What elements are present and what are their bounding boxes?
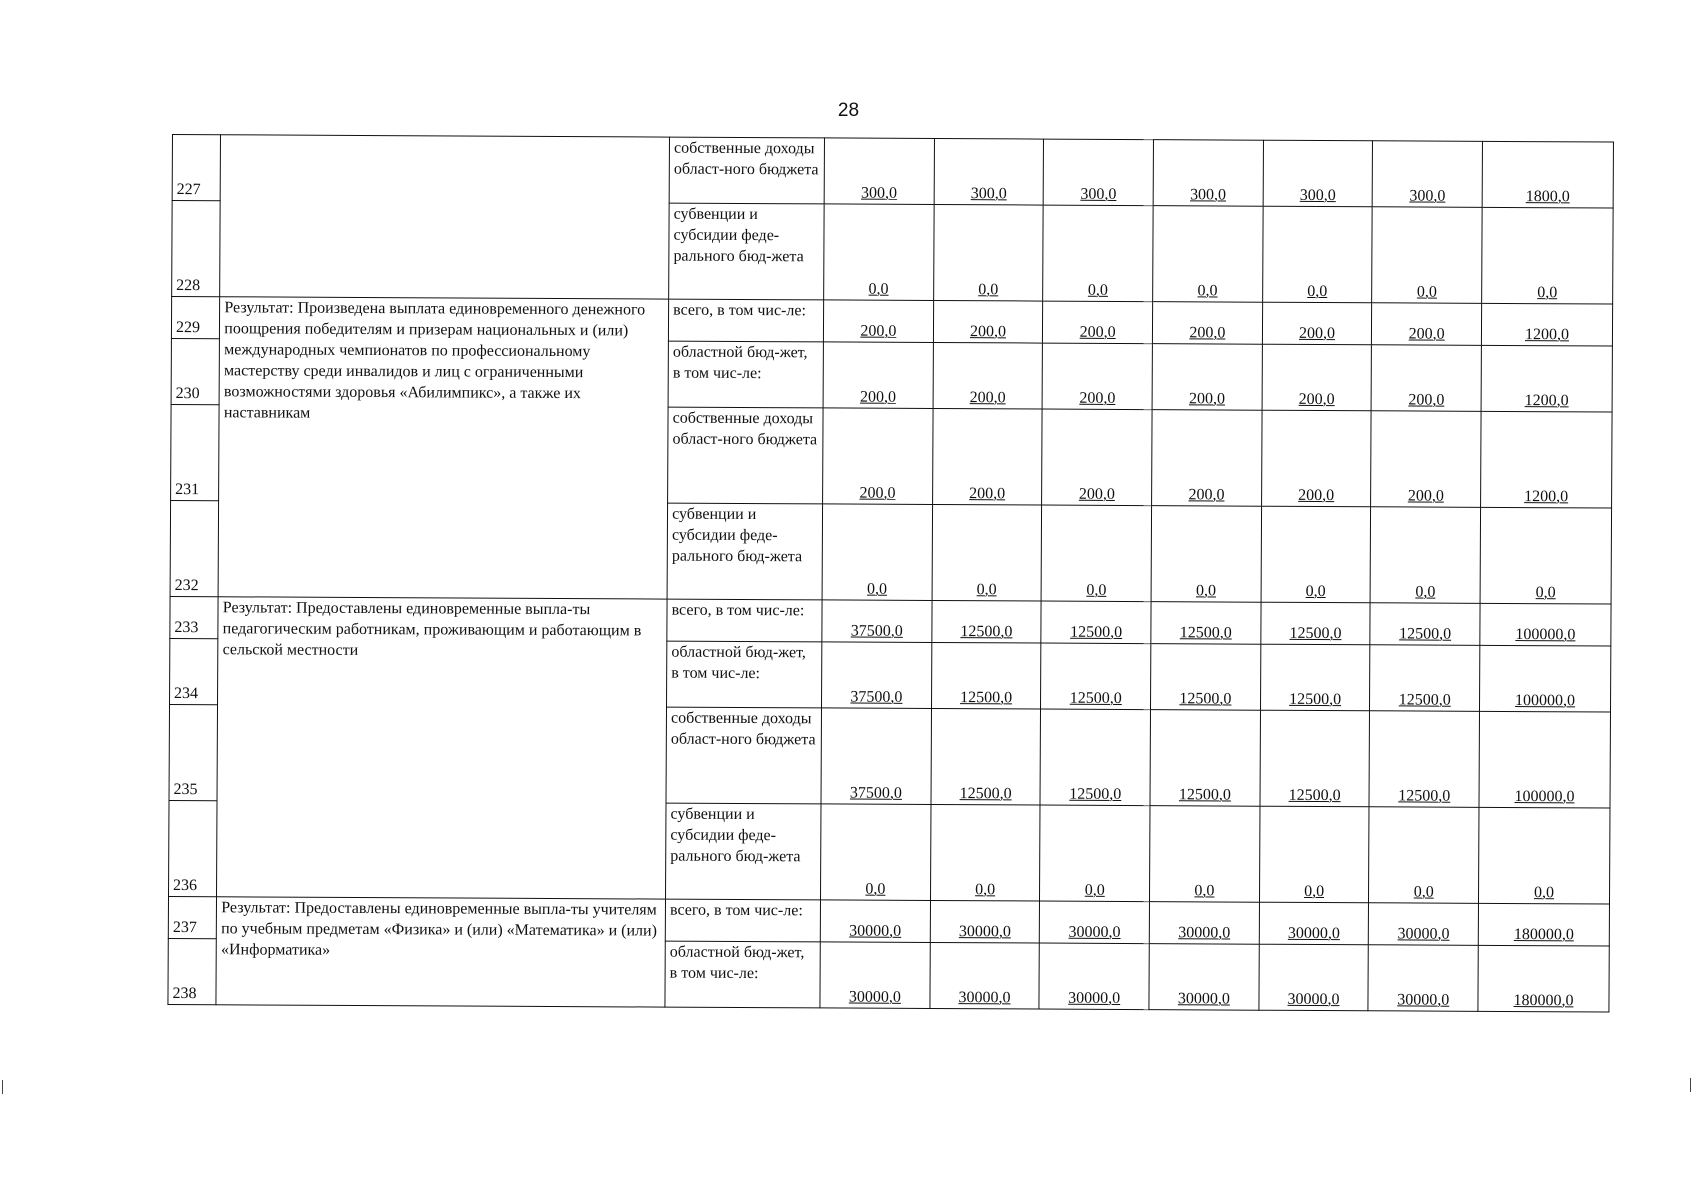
value-text: 200,0 [1298,390,1335,409]
value-year [1151,644,1261,711]
value-year [933,204,1043,301]
row-number: 228 [172,201,221,297]
funding-source: субвенции и субсидии феде-рального бюд-жета [667,503,822,600]
value-year [820,942,930,1009]
table-row [168,896,1609,946]
value-year [1262,302,1372,345]
value-year [1259,902,1369,945]
row-number: 237 [168,896,217,938]
value-text: 100000,0 [1515,626,1576,644]
funding-source: субвенции и субсидии феде-рального бюд-жета [669,203,824,300]
value-text: 200,0 [859,388,897,406]
value-year [932,408,1042,505]
value-text: 37500,0 [850,688,903,706]
value-text: 300,0 [1409,187,1446,205]
value-year [823,408,933,505]
value-text: 200,0 [1079,389,1116,407]
margin-mark-left [2,1080,3,1094]
value-year [824,204,934,301]
value-text: 12500,0 [959,785,1012,803]
value-year [823,342,933,409]
value-year [822,504,932,601]
value-year [1043,205,1153,302]
value-year [933,300,1043,343]
value-year [931,708,1041,805]
value-text: 30000,0 [1287,924,1340,943]
value-year [1369,711,1479,808]
value-text: 200,0 [969,323,1007,341]
value-text: 30000,0 [1068,989,1121,1007]
value-text: 30000,0 [1287,990,1340,1009]
value-year [1042,409,1152,506]
value-year [1149,944,1259,1011]
value-text: 12500,0 [960,689,1013,707]
value-year [1040,709,1150,806]
value-total [1482,207,1613,304]
result-description: Результат: Предоставлены единовременные выпла-ты учителям по учебным предметам «Физика» и (или) «Математика» и (или) «Информатика» [216,897,665,1007]
value-text: 12500,0 [960,623,1013,641]
value-text: 0,0 [1087,281,1108,299]
value-text: 30000,0 [1068,923,1121,941]
value-text: 300,0 [1080,185,1117,203]
value-year [1041,601,1151,644]
value-year [821,708,931,805]
value-total [1481,303,1612,346]
value-text: 30000,0 [958,923,1011,941]
value-text: 300,0 [861,184,898,202]
funding-source: собственные доходы област-ного бюджета [666,707,821,804]
value-text: 30000,0 [1397,925,1450,943]
value-text: 30000,0 [848,988,901,1006]
value-text: 30000,0 [958,989,1011,1007]
value-text: 200,0 [1407,487,1444,505]
value-text: 300,0 [1299,186,1336,205]
row-number: 233 [170,596,219,638]
value-year [1041,643,1151,710]
value-year [1042,343,1152,410]
budget-table [167,134,1614,1013]
value-year [1260,644,1370,711]
table-row [171,297,1612,347]
value-text: 200,0 [1189,324,1226,342]
value-year [930,900,1040,943]
row-number: 238 [168,938,217,1004]
value-text: 0,0 [1304,882,1325,901]
row-number: 227 [172,135,221,201]
funding-source: собственные доходы област-ного бюджета [668,407,823,504]
value-text: 0,0 [975,881,996,899]
value-year [1369,807,1479,904]
value-text: 0,0 [1534,884,1555,902]
value-year [1040,901,1150,944]
value-year [1044,139,1154,206]
funding-source: всего, в том чис-ле: [669,299,824,342]
value-year [823,300,933,343]
value-year [1260,710,1370,807]
table-row [172,135,1613,209]
value-text: 0,0 [1537,284,1558,302]
value-year [1261,410,1371,507]
value-year [1150,710,1260,807]
value-text: 30000,0 [1397,991,1450,1009]
result-description: Результат: Произведена выплата единовременного денежного поощрения победителям и призерам национальных и (или) международных чемпионатов по профессиональному мастерству среди инвалидов и лиц с ограниченными возможностями здоровья «Абилимпикс», а также их наставникам [218,297,668,599]
value-text: 0,0 [1413,883,1434,901]
value-year [1039,943,1149,1010]
value-total [1480,603,1611,646]
funding-source: собственные доходы област-ного бюджета [669,137,824,204]
funding-source: областной бюд-жет, в том чис-ле: [668,341,823,408]
value-total [1482,141,1613,208]
value-text: 0,0 [1416,283,1437,301]
value-text: 12500,0 [1289,624,1342,643]
value-text: 200,0 [1078,485,1115,503]
value-year [1370,645,1480,712]
value-text: 12500,0 [1289,690,1342,709]
value-year [1150,806,1260,903]
value-text: 100000,0 [1515,692,1576,710]
value-text: 0,0 [868,280,889,298]
value-year [930,804,1040,901]
value-text: 200,0 [1079,323,1116,341]
value-year [1151,602,1261,645]
value-total [1481,411,1612,508]
value-year [1152,410,1262,507]
value-year [1043,301,1153,344]
value-text: 200,0 [1408,391,1445,409]
table-row [170,596,1611,646]
value-total [1480,507,1611,604]
value-year [1262,344,1372,411]
value-text: 0,0 [976,581,997,599]
value-text: 0,0 [1305,582,1326,601]
value-year [1152,344,1262,411]
value-year [1371,411,1481,508]
value-total [1480,645,1611,712]
value-text: 0,0 [1084,881,1105,899]
value-year [1370,507,1480,604]
value-text: 100000,0 [1514,788,1575,806]
value-year [822,600,932,643]
value-total [1479,807,1610,904]
margin-mark-right [1690,1078,1691,1092]
value-text: 0,0 [978,281,999,299]
value-year [1149,902,1259,945]
value-year [1040,805,1150,902]
value-text: 12500,0 [1398,787,1451,805]
value-text: 12500,0 [1069,785,1122,803]
result-description: Результат: Предоставлены единовременные выпла-ты педагогическим работникам, проживающим и работающим в сельской местности [217,597,667,899]
value-year [1153,206,1263,303]
value-text: 200,0 [969,389,1006,407]
value-text: 30000,0 [1178,924,1231,942]
value-year [824,138,934,205]
value-text: 200,0 [1298,324,1336,343]
funding-source: всего, в том чис-ле: [665,899,820,942]
value-text: 12500,0 [1070,623,1123,641]
page-number: 28 [837,100,860,121]
value-text: 1800,0 [1525,188,1570,206]
value-year [1372,207,1482,304]
value-text: 0,0 [1535,584,1556,602]
value-text: 1200,0 [1524,326,1570,344]
value-year [933,342,1043,409]
value-text: 30000,0 [849,922,902,940]
table-body [168,135,1614,1013]
value-year [931,642,1041,709]
value-text: 180000,0 [1513,926,1574,944]
row-number: 230 [171,338,220,404]
row-number: 234 [170,638,219,704]
value-total [1478,945,1609,1012]
value-year [1261,602,1371,645]
value-year [934,138,1044,205]
value-text: 12500,0 [1178,786,1231,804]
funding-source: субвенции и субсидии феде-рального бюд-жета [666,803,821,900]
value-text: 200,0 [860,322,897,340]
value-text: 30000,0 [1177,990,1230,1008]
value-year [1153,140,1263,207]
value-total [1478,903,1609,946]
value-text: 0,0 [865,880,886,898]
value-year [932,600,1042,643]
value-year [930,942,1040,1009]
value-text: 0,0 [1086,581,1107,599]
row-number: 231 [171,404,220,500]
value-year [1041,505,1151,602]
value-year [932,504,1042,601]
value-text: 12500,0 [1069,689,1122,707]
value-text: 12500,0 [1179,624,1232,642]
value-text: 180000,0 [1513,992,1574,1010]
value-total [1481,345,1612,412]
value-year [1263,140,1373,207]
value-year [1262,206,1372,303]
value-text: 200,0 [1188,390,1226,408]
value-text: 300,0 [970,185,1007,203]
value-text: 12500,0 [1399,625,1452,643]
row-number: 236 [169,800,218,896]
funding-source: областной бюд-жет, в том чис-ле: [665,941,820,1008]
value-text: 0,0 [1194,882,1215,900]
value-year [1368,945,1478,1012]
value-year [822,642,932,709]
value-year [821,804,931,901]
row-number: 229 [171,297,220,339]
value-year [1259,806,1369,903]
value-year [1151,506,1261,603]
value-text: 0,0 [1195,582,1217,600]
funding-source: областной бюд-жет, в том чис-ле: [667,641,822,708]
value-year [1372,303,1482,346]
result-description [220,135,670,299]
value-text: 200,0 [859,484,896,502]
value-text: 200,0 [1188,486,1225,504]
funding-source: всего, в том чис-ле: [667,599,822,642]
value-text: 0,0 [1197,282,1218,300]
row-number: 235 [169,704,218,800]
value-total [1479,711,1610,808]
value-text: 0,0 [866,580,888,598]
value-text: 1200,0 [1524,392,1569,410]
value-year [820,900,930,943]
value-text: 12500,0 [1288,786,1341,805]
row-number: 232 [170,500,219,596]
value-year [1371,345,1481,412]
value-year [1369,903,1479,946]
value-year [1261,506,1371,603]
value-text: 37500,0 [850,622,903,640]
value-text: 1200,0 [1524,488,1569,506]
value-text: 200,0 [969,485,1006,503]
value-text: 12500,0 [1179,690,1232,708]
value-year [1373,141,1483,208]
value-text: 0,0 [1307,282,1328,301]
value-year [1152,302,1262,345]
value-text: 37500,0 [849,784,902,802]
value-text: 0,0 [1415,583,1436,601]
value-text: 12500,0 [1398,691,1451,709]
value-year [1370,603,1480,646]
value-text: 300,0 [1190,186,1227,204]
value-year [1259,944,1369,1011]
value-text: 200,0 [1298,486,1335,505]
value-text: 200,0 [1408,325,1445,343]
